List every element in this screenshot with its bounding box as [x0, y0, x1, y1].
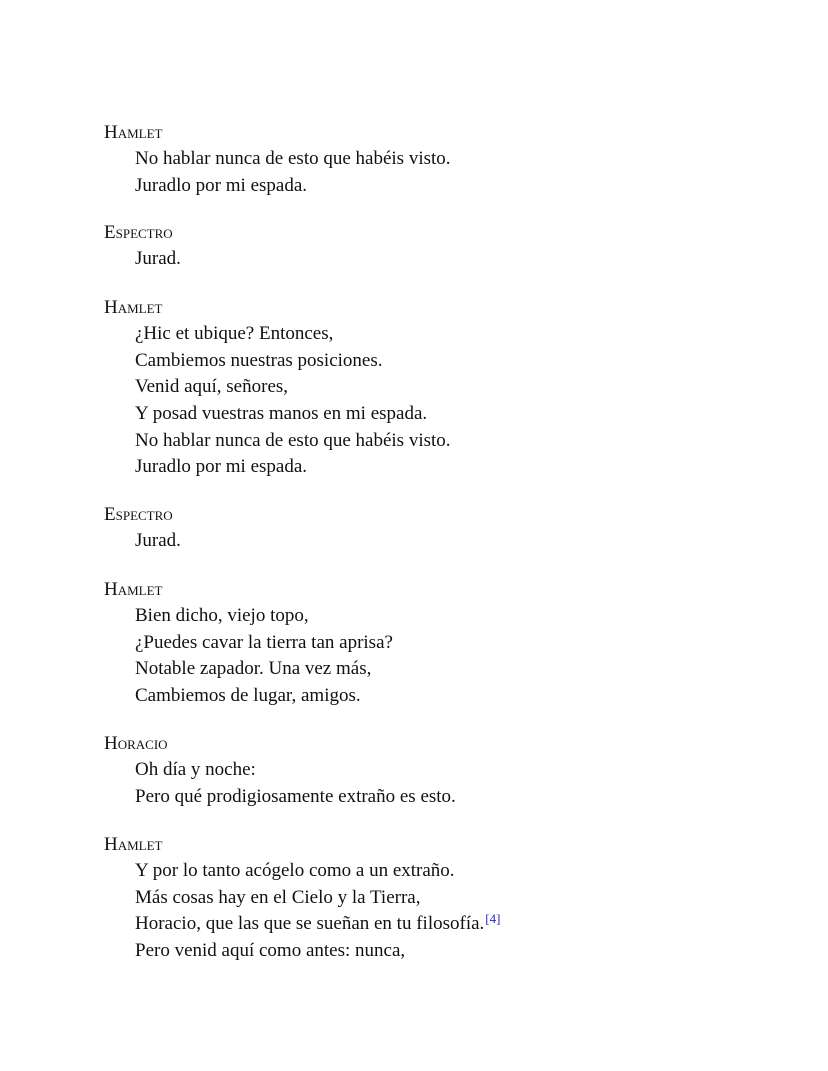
- verse-line: Notable zapador. Una vez más,: [135, 658, 372, 680]
- verse-line: Y por lo tanto acógelo como a un extraño.: [135, 860, 455, 881]
- footnote-link[interactable]: [4]: [485, 911, 501, 927]
- verse-line: ¿Puedes cavar la tierra tan aprisa?: [135, 631, 393, 653]
- verse-line: Jurad.: [135, 248, 181, 269]
- verse-line: Jurad.: [135, 530, 181, 551]
- verse-line: Pero qué prodigiosamente extraño es esto.: [135, 785, 456, 807]
- speech-hamlet-2: [104, 294, 451, 481]
- verse-line-with-footnote: [135, 911, 500, 938]
- verse-lines: [104, 528, 181, 555]
- speech-hamlet-3: [104, 576, 393, 710]
- verse-line: Más cosas hay en el Cielo y la Tierra,: [135, 886, 421, 908]
- verse-line: Bien dicho, viejo topo,: [135, 605, 309, 626]
- verse-line: ¿Hic et ubique? Entonces,: [135, 323, 334, 344]
- verse-lines: [104, 757, 456, 810]
- speaker-name: Horacio: [104, 733, 168, 754]
- speech-horacio: [104, 730, 456, 810]
- verse-line: Pero venid aquí como antes: nunca,: [135, 940, 406, 962]
- verse-line: Juradlo por mi espada.: [135, 174, 308, 196]
- verse-text: Horacio, que las que se sueñan en tu filosofía.: [135, 913, 485, 935]
- speech-hamlet-4: [104, 831, 500, 965]
- speaker-name: Hamlet: [104, 579, 163, 600]
- verse-line: No hablar nunca de esto que habéis visto.: [135, 429, 451, 451]
- speaker-name: Hamlet: [104, 122, 163, 143]
- verse-line: Cambiemos de lugar, amigos.: [135, 685, 361, 707]
- speech-espectro-1: [104, 219, 181, 273]
- verse-lines: [104, 603, 393, 710]
- verse-line: Venid aquí, señores,: [135, 376, 289, 398]
- speaker-name: Hamlet: [104, 834, 163, 855]
- speaker-name: Espectro: [104, 504, 173, 525]
- speech-espectro-2: [104, 501, 181, 555]
- verse-lines: [104, 321, 451, 481]
- verse-lines: [104, 858, 500, 965]
- speaker-name: Hamlet: [104, 297, 163, 318]
- verse-line: Juradlo por mi espada.: [135, 456, 308, 478]
- verse-line: Cambiemos nuestras posiciones.: [135, 349, 383, 371]
- speaker-name: Espectro: [104, 222, 173, 243]
- speech-hamlet-1: [104, 119, 451, 199]
- verse-line: Oh día y noche:: [135, 759, 256, 780]
- verse-lines: [104, 246, 181, 273]
- verse-line: No hablar nunca de esto que habéis visto.: [135, 148, 451, 169]
- verse-line: Y posad vuestras manos en mi espada.: [135, 403, 428, 425]
- verse-lines: [104, 146, 451, 199]
